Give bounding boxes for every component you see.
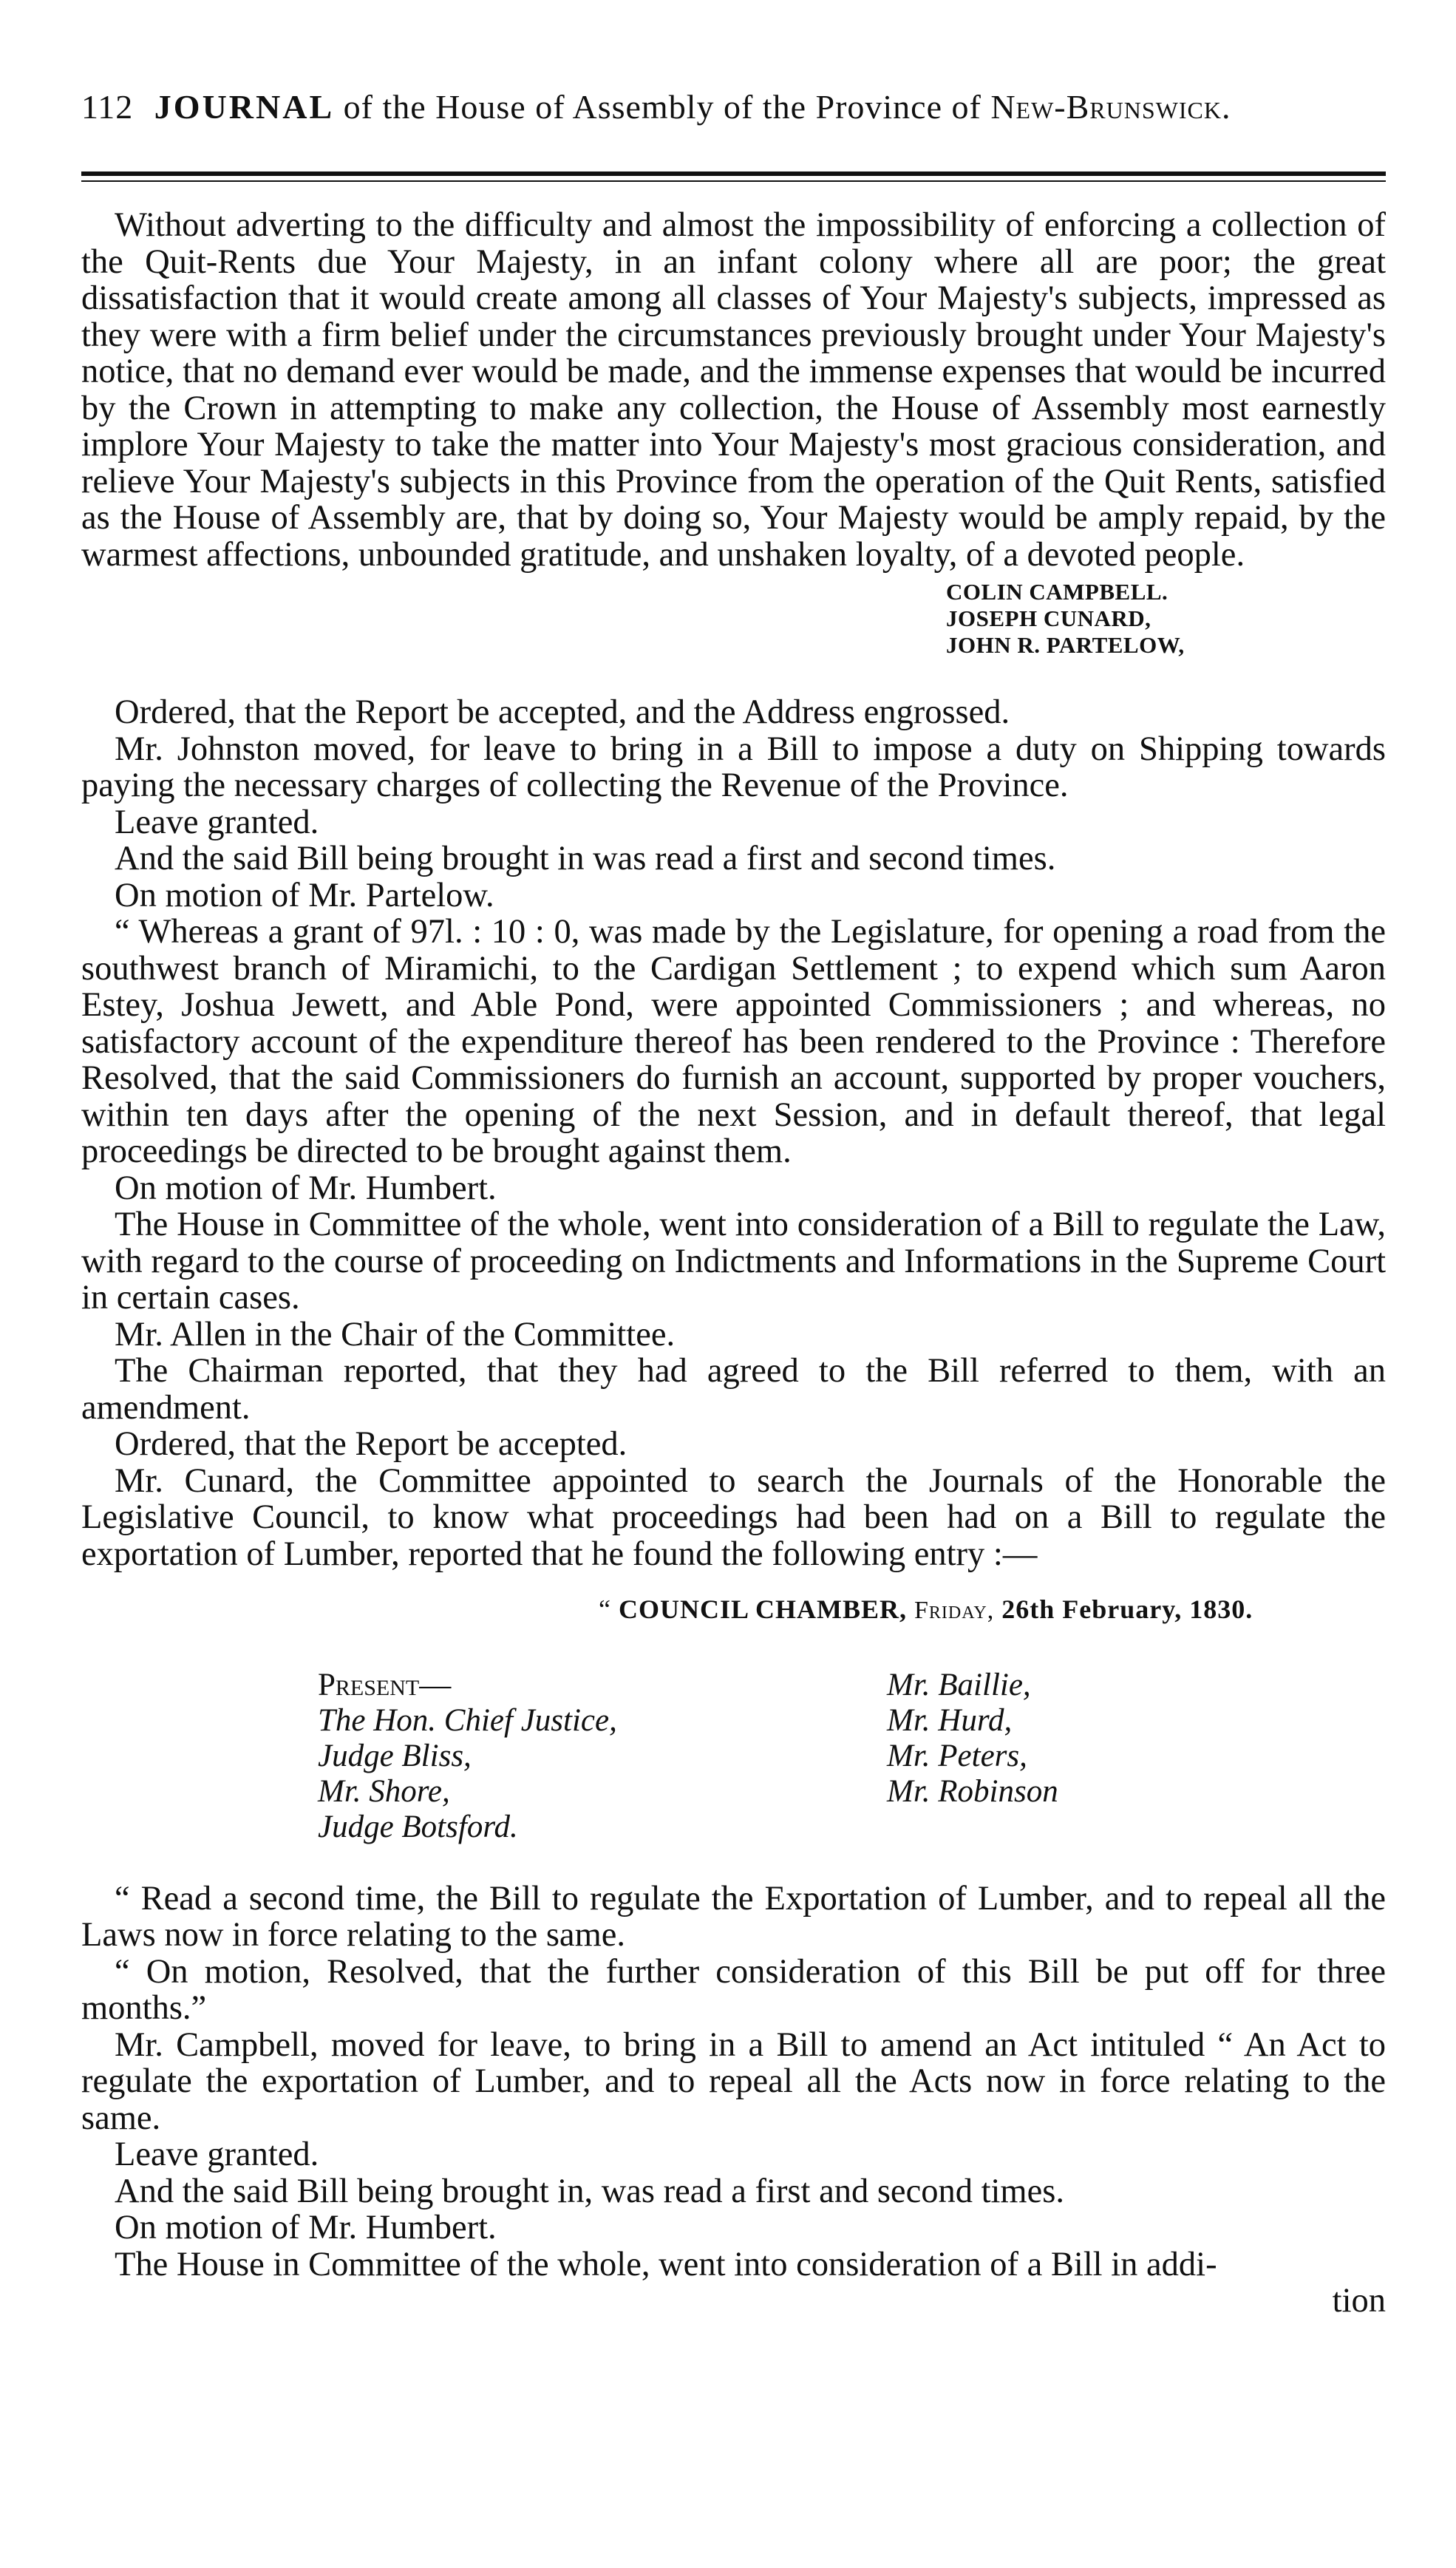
proceeding-paragraph: Mr. Johnston moved, for leave to bring in a Bill to impose a duty on Shipping towards paying the necessary charges of collecting the Revenue of the Province. [81,730,1386,804]
page-header [81,87,1382,126]
council-date: 26th February, 1830. [1001,1594,1253,1624]
header-journal: JOURNAL [154,88,335,126]
address-paragraph: Without adverting to the difficulty and almost the impossibility of enforcing a collection of the Quit-Rents due Your Majesty, in an infant colony where all are poor; the great dissatisfaction that it would create among all classes of Your Majesty's subjects, impressed as they were with a firm belief under the circumstances previously brought under Your Majesty's notice, that no demand ever would be made, and the immense expenses that would be incurred by the Crown in attempting to make any collection, the House of Assembly most earnestly implore Your Majesty to take the matter into Your Majesty's most gracious consideration, and relieve Your Majesty's subjects in this Province from the operation of the Quit Rents, satisfied as the House of Assembly are, that by doing so, Your Majesty would be amply repaid, by the warmest affections, unbounded gratitude, and unshaken loyalty, of a devoted people. [81,206,1386,574]
proceeding-paragraph: The House in Committee of the whole, went into consideration of a Bill in addi- [115,2245,1217,2283]
present-right-column [887,1668,1058,1845]
proceeding-paragraph: And the said Bill being brought in, was read a first and second times. [115,2172,1064,2210]
proceeding-paragraph: The Chairman reported, that they had agreed to the Bill referred to them, with an amendment. [81,1352,1386,1427]
present-member: Mr. Shore, [318,1773,450,1809]
header-province: New-Brunswick. [990,88,1231,126]
proceeding-paragraph: “ Read a second time, the Bill to regulate the Exportation of Lumber, and to repeal all the Laws now in force relating to the same. [81,1879,1386,1954]
open-quote: “ [599,1594,611,1624]
signatory: JOSEPH CUNARD, [946,605,1151,631]
signatory: JOHN R. PARTELOW, [946,632,1185,658]
present-member: Mr. Baillie, [887,1667,1031,1702]
proceeding-paragraph: Leave granted. [115,803,319,841]
present-heading: Present— [318,1667,452,1702]
proceeding-paragraph: Mr. Cunard, the Committee appointed to search the Journals of the Honorable the Legislative Council, to know what proceedings had been had on a Bill to regulate the exportation of Lumber, reported that he found the following entry :— [81,1461,1386,1573]
proceeding-paragraph: Ordered, that the Report be accepted, and the Address engrossed. [115,693,1010,731]
page-body [81,207,1386,2320]
present-member: Mr. Hurd, [887,1702,1013,1738]
header-rule-thick [81,171,1386,176]
page-number: 112 [81,88,134,126]
present-member: Mr. Robinson [887,1773,1058,1809]
proceeding-paragraph: On motion of Mr. Humbert. [115,2209,497,2246]
signatory: COLIN CAMPBELL. [946,579,1168,605]
proceeding-paragraph: On motion of Mr. Humbert. [115,1169,497,1207]
proceeding-paragraph: Mr. Allen in the Chair of the Committee. [115,1315,676,1353]
catchword: tion [1332,2282,1386,2320]
council-chamber-heading [81,1592,1386,1629]
header-title: of the House of Assembly of the Province of [343,88,982,126]
proceeding-paragraph: “ On motion, Resolved, that the further consideration of this Bill be put off for three months.” [81,1952,1386,2027]
present-left-column [318,1668,887,1845]
proceeding-paragraph: Leave granted. [115,2136,319,2173]
resolution-paragraph: “ Whereas a grant of 97l. : 10 : 0, was made by the Legislature, for opening a road from the southwest branch of Miramichi, to the Cardigan Settlement ; to expend which sum Aaron Estey, Joshua Jewett, and Able Pond, were appointed Commissioners ; and whereas, no satisfactory account of the expenditure thereof has been rendered to the Province : Therefore Resolved, that the said Commissioners do furnish an account, supported by proper vouchers, within ten days after the opening of the next Session, and in default thereof, that legal proceedings be directed to be brought against them. [81,913,1386,1170]
present-member: Judge Botsford. [318,1809,518,1844]
present-member: Mr. Peters, [887,1738,1027,1773]
council-day: Friday, [914,1597,995,1624]
present-member: The Hon. Chief Justice, [318,1702,617,1738]
council-chamber: COUNCIL CHAMBER, [618,1594,908,1624]
proceeding-paragraph: Ordered, that the Report be accepted. [115,1425,627,1463]
signatories [946,579,1386,659]
header-rule-thin [81,180,1386,182]
proceeding-paragraph: The House in Committee of the whole, went into consideration of a Bill to regulate the Law, with regard to the course of proceeding on Indictments and Informations in the Supreme Court in certain cases. [81,1206,1386,1317]
proceeding-paragraph: Mr. Campbell, moved for leave, to bring in a Bill to amend an Act intituled “ An Act to regulate the exportation of Lumber, and to repeal all the Acts now in force relating to the same. [81,2025,1386,2137]
proceeding-paragraph: On motion of Mr. Partelow. [115,876,494,914]
present-list [318,1668,1386,1845]
proceeding-paragraph: And the said Bill being brought in was read a first and second times. [115,840,1056,877]
present-member: Judge Bliss, [318,1738,472,1773]
